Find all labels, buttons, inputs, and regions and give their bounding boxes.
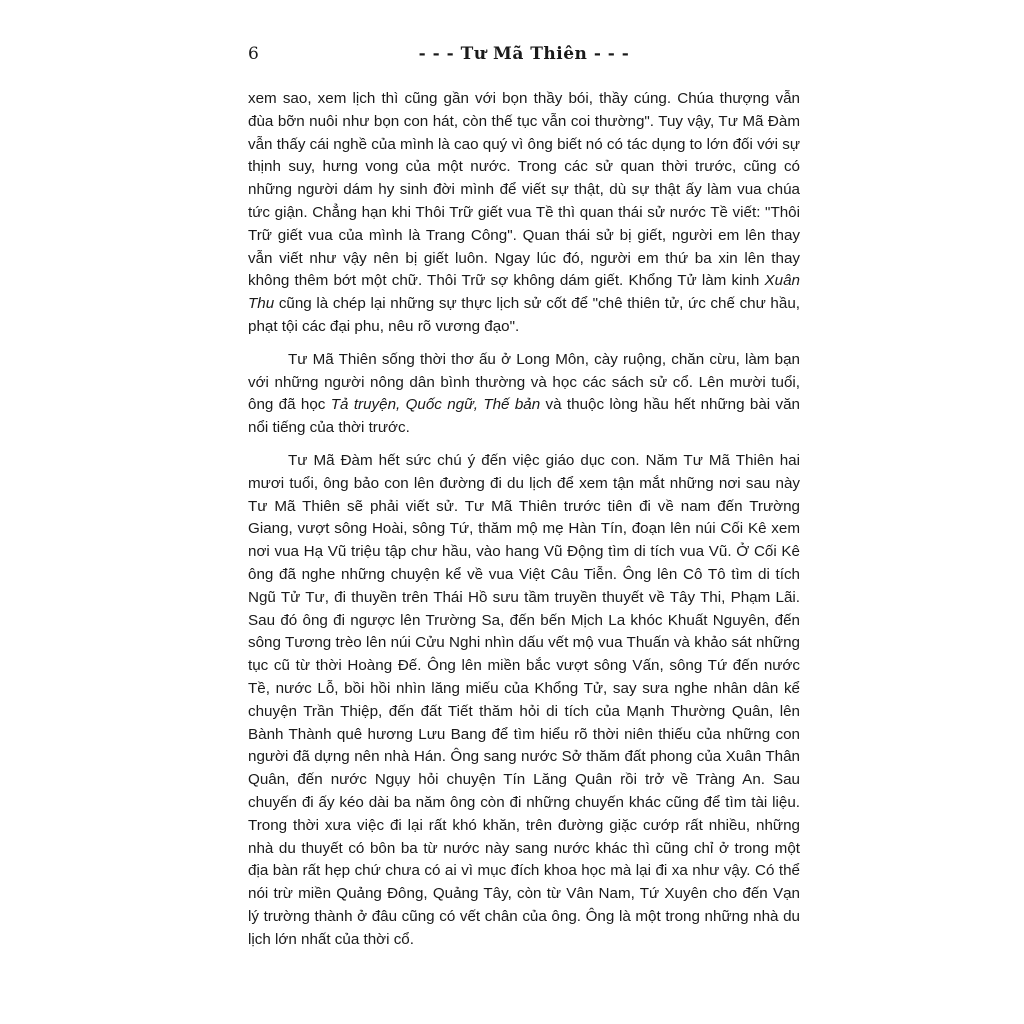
paragraph-3 xyxy=(248,450,800,952)
book-titles-ta-truyen: Tả truyện, Quốc ngữ, Thế bản xyxy=(330,396,541,414)
running-header xyxy=(248,44,800,74)
paragraph-2-text-2: và thuộc lòng hầu hết những bài văn nổi tiếng của thời trước. xyxy=(248,396,800,437)
paragraph-2-text-1: Tư Mã Thiên sống thời thơ ấu ở Long Môn, cày ruộng, chăn cừu, làm bạn với những người nông dân bình thường và học các sách sử cổ. Lên mười tuổi, ông đã học xyxy=(248,350,800,414)
paragraph-1-text-1: xem sao, xem lịch thì cũng gần với bọn thầy bói, thầy cúng. Chúa thượng vẫn đùa bỡn nuôi như bọn con hát, còn thế tục vẫn coi thường". Tuy vậy, Tư Mã Đàm vẫn thấy cái nghề của mình là cao quý vì ông biết nó có tác dụng to lớn đối với sự thịnh suy, hưng vong của một nước. Trong các sử quan thời trước, cũng có những người dám hy sinh đời mình để viết sự thật, dù sự thật ấy làm vua chúa tức giận. Chẳng hạn khi Thôi Trữ giết vua Tề thì quan thái sử nước Tề viết: "Thôi Trữ giết vua của mình là Trang Công". Quan thái sử bị giết, người em lên thay vẫn viết như vậy nên bị giết luôn. Ngay lúc đó, người em thứ ba xin lên thay không thêm bớt một chữ. Thôi Trữ sợ không dám giết. Khổng Tử làm kinh xyxy=(248,90,800,290)
body-text xyxy=(248,88,800,951)
header-title: - - - Tư Mã Thiên - - - xyxy=(418,44,630,64)
paragraph-2 xyxy=(248,349,800,440)
paragraph-1 xyxy=(248,88,800,339)
paragraph-1-text-2: cũng là chép lại những sự thực lịch sử cốt để "chê thiên tử, ức chế chư hầu, phạt tội các đại phu, nêu rõ vương đạo". xyxy=(248,295,800,335)
page-number: 6 xyxy=(248,44,259,64)
paragraph-3-text: Tư Mã Đàm hết sức chú ý đến việc giáo dục con. Năm Tư Mã Thiên hai mươi tuổi, ông bảo con lên đường đi du lịch để xem tận mắt những nơi sau này Tư Mã Thiên sẽ phải viết sử. Tư Mã Thiên trước tiên đi về nam đến Trường Giang, vượt sông Hoài, sông Tứ, thăm mộ mẹ Hàn Tín, đoạn lên núi Cối Kê xem nơi vua Hạ Vũ triệu tập chư hầu, vào hang Vũ Động tìm di tích vua Vũ. Ở Cối Kê ông đã nghe những chuyện kể về vua Việt Câu Tiễn. Ông lên Cô Tô tìm di tích Ngũ Tử Tư, đi thuyền trên Thái Hồ sưu tầm truyền thuyết về Tây Thi, Phạm Lãi. Sau đó ông đi ngược lên Trường Sa, đến bến Mịch La khóc Khuất Nguyên, đến sông Tương trèo lên núi Cửu Nghi nhìn dấu vết mộ vua Thuấn và khảo sát những tục cũ từ thời Hoàng Đế. Ông lên miền bắc vượt sông Vấn, sông Tứ đến nước Tề, nước Lỗ, bồi hồi nhìn lăng miếu của Khổng Tử, say sưa nghe nhân dân kể chuyện Trần Thiệp, đến đất Tiết thăm hỏi di tích của Mạnh Thường Quân, lên Bành Thành quê hương Lưu Bang để tìm hiểu rõ thời niên thiếu của những con người đã dựng nên nhà Hán. Ông sang nước Sở thăm đất phong của Xuân Thân Quân, đến nước Ngụy hỏi chuyện Tín Lăng Quân rồi trở về Tràng An. Sau chuyến đi ấy kéo dài ba năm ông còn đi những chuyến khác cũng để tìm tài liệu. Trong thời xưa việc đi lại rất khó khăn, trên đường giặc cướp rất nhiều, những nhà du thuyết có bôn ba từ nước này sang nước khác thì cũng chỉ ở trong một địa bàn rất hẹp chứ chưa có ai vì mục đích khoa học mà lại đi xa như vậy. Có thể nói trừ miền Quảng Đông, Quảng Tây, còn từ Vân Nam, Tứ Xuyên cho đến Vạn lý trường thành ở đâu cũng có vết chân của ông. Ông là một trong những nhà du lịch lớn nhất của thời cổ. xyxy=(248,451,800,948)
book-title-xuan-thu: Xuân Thu xyxy=(248,272,800,313)
